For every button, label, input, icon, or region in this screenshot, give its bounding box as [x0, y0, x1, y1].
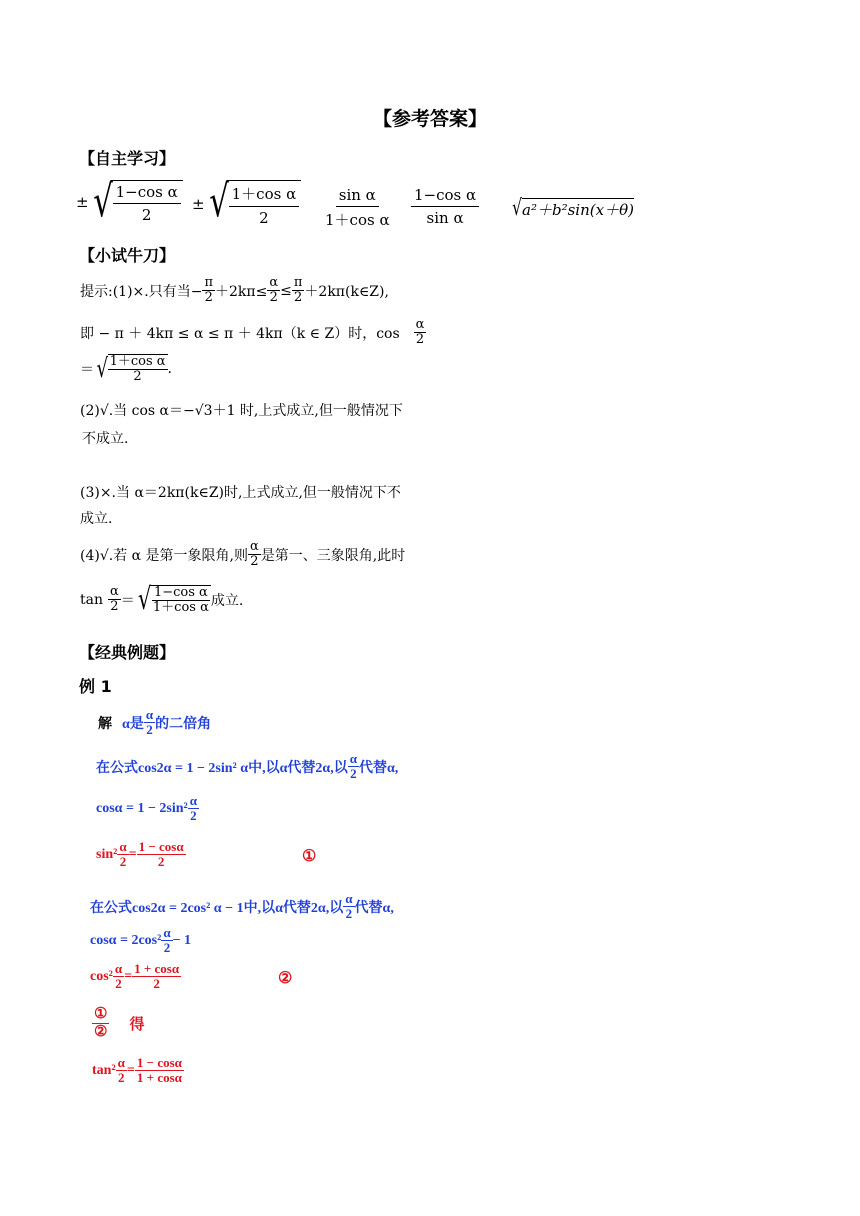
solution-line-7: cos² $\frac{\alpha}{2}$ = $\frac{1 + \cos\alpha}{2}$	[90, 961, 180, 991]
solution-line-6: cosα = 2cos² $\frac{\alpha}{2}$ − 1	[90, 925, 192, 955]
hint-line-5: 不成立.	[82, 431, 129, 447]
hint-line-8: (4)√.若 α 是第一象限角,则 $\frac{\alpha}{2}$ 是第一、三象限角,此时	[80, 539, 406, 569]
plus-minus: ±	[76, 193, 89, 211]
section-examples: 【经典例题】	[79, 643, 176, 662]
section-small-test: 【小试牛刀】	[79, 246, 176, 265]
solution-line-2: 在公式cos2α = 1 − 2sin² α中,以α代替2α,以 $\frac{\alpha}{2}$ 代替α,	[96, 751, 399, 781]
answer-3: $\frac{\text{sin α}}{\text{1＋cos α}}$	[325, 186, 390, 229]
fraction-2: $\frac{\text{1＋cos α}}{2}$	[229, 183, 300, 227]
hint-line-9: tan $\frac{\alpha}{2}$ ＝ √ $\frac{\text{1−cos α}}{\text{1＋cos α}}$ 成立.	[80, 582, 244, 617]
hint-line-2: 即 − π ＋ 4kπ ≤ α ≤ π ＋ 4kπ（k ∈ Z）时，cos $\frac{\alpha}{2}$	[80, 317, 425, 347]
hint-line-4: (2)√.当 cos α＝−√3＋1 时,上式成立,但一般情况下	[80, 403, 403, 419]
answer-1: ± √ $\frac{\text{1−cos α}}{2}$	[76, 180, 183, 224]
hint-line-6: (3)×.当 α＝2kπ(k∈Z)时,上式成立,但一般情况下不	[80, 485, 401, 501]
answer-5: √ a²＋b²sin(x＋θ)	[512, 196, 634, 221]
page-title: 【参考答案】	[372, 108, 487, 130]
hint-line-1: 提示:(1)×.只有当− $\frac{\pi}{2}$ ＋2kπ≤ $\frac{\alpha}{2}$ ≤ $\frac{\pi}{2}$ ＋2kπ(k∈Z),	[80, 275, 389, 305]
section-self-study: 【自主学习】	[79, 149, 176, 168]
solution-line-8: $\frac{\text{①}}{\text{②}}$ 得	[94, 1006, 145, 1040]
hint-line-3: ＝ √ $\frac{\text{1＋cos α}}{2}$ .	[80, 354, 172, 384]
solution-line-4: sin² $\frac{\alpha}{2}$ = $\frac{1 - \cos\alpha}{2}$	[96, 839, 184, 869]
example-label: 例 1	[79, 677, 112, 696]
hint-line-7: 成立.	[80, 511, 113, 527]
answer-4: $\frac{\text{1−cos α}}{\text{sin α}}$	[411, 186, 479, 227]
circle-2: ②	[278, 970, 293, 987]
solution-line-5: 在公式cos2α = 2cos² α − 1中,以α代替2α,以 $\frac{\alpha}{2}$ 代替α,	[90, 891, 394, 921]
solution-line-1: 解 α是 $\frac{\alpha}{2}$ 的二倍角	[98, 707, 212, 737]
circle-1: ①	[302, 848, 317, 865]
answer-2: ± √ $\frac{\text{1＋cos α}}{2}$	[192, 180, 301, 227]
solution-line-3: cosα = 1 − 2sin² $\frac{\alpha}{2}$	[96, 793, 198, 823]
solution-line-9: tan² $\frac{\alpha}{2}$ = $\frac{1 - \cos\alpha}{1 + \cos\alpha}$	[92, 1055, 182, 1085]
fraction-1: $\frac{\text{1−cos α}}{2}$	[113, 183, 181, 224]
